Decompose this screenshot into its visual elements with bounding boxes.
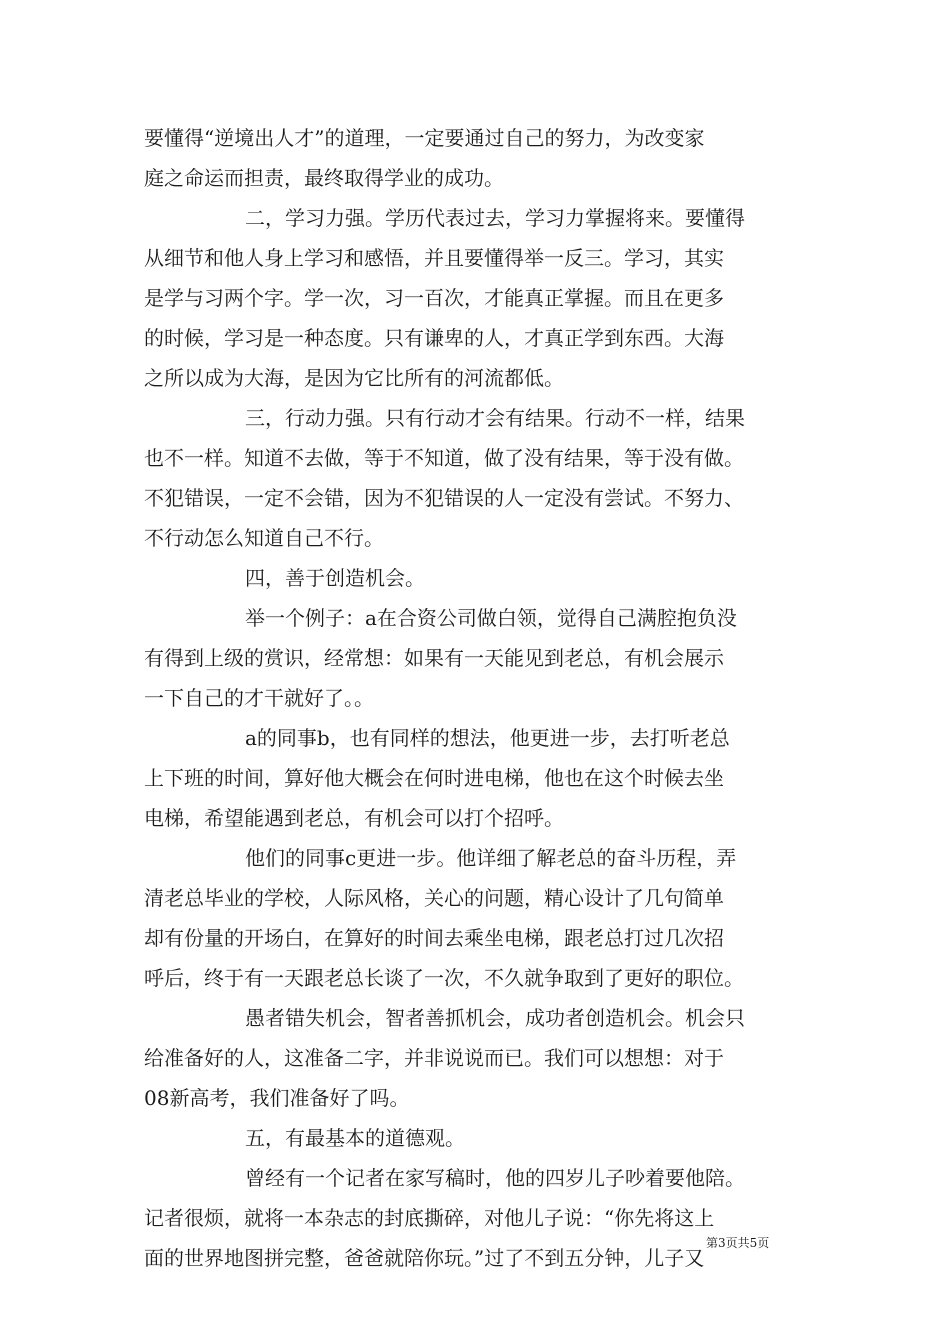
text-line: 二，学习力强。学历代表过去，学习力掌握将来。要懂得	[245, 206, 745, 230]
text-line: 的时候，学习是一种态度。只有谦卑的人，才真正学到东西。大海	[144, 326, 724, 350]
text-line: 之所以成为大海，是因为它比所有的河流都低。	[144, 366, 564, 390]
paragraph	[144, 558, 818, 598]
text-line: 面的世界地图拼完整，爸爸就陪你玩。”过了不到五分钟，儿子又	[144, 1246, 705, 1270]
paragraph	[144, 118, 818, 198]
paragraph	[144, 718, 818, 838]
text-line: 三，行动力强。只有行动才会有结果。行动不一样，结果	[245, 406, 745, 430]
text-line: 却有份量的开场白，在算好的时间去乘坐电梯，跟老总打过几次招	[144, 926, 724, 950]
paragraph	[144, 838, 818, 998]
page-number-footer: 第3页共5页	[706, 1236, 770, 1250]
text-line: 记者很烦，就将一本杂志的封底撕碎，对他儿子说：“你先将这上	[144, 1206, 715, 1230]
paragraph	[144, 1118, 818, 1158]
text-line: 四，善于创造机会。	[245, 566, 425, 590]
text-line: 清老总毕业的学校，人际风格，关心的问题，精心设计了几句简单	[144, 886, 724, 910]
text-line: 呼后，终于有一天跟老总长谈了一次，不久就争取到了更好的职位。	[144, 966, 744, 990]
text-line: 五，有最基本的道德观。	[245, 1126, 465, 1150]
paragraph	[144, 198, 818, 398]
document-body	[144, 118, 818, 1278]
text-line: a的同事b，也有同样的想法，他更进一步，去打听老总	[245, 726, 730, 750]
paragraph	[144, 1158, 818, 1278]
text-line: 要懂得“逆境出人才”的道理，一定要通过自己的努力，为改变家	[144, 126, 705, 150]
text-line: 庭之命运而担责，最终取得学业的成功。	[144, 166, 504, 190]
text-line: 不犯错误，一定不会错，因为不犯错误的人一定没有尝试。不努力、	[144, 486, 744, 510]
paragraph	[144, 398, 818, 558]
text-line: 曾经有一个记者在家写稿时，他的四岁儿子吵着要他陪。	[245, 1166, 745, 1190]
text-line: 举一个例子：a在合资公司做白领，觉得自己满腔抱负没	[245, 606, 737, 630]
text-line: 电梯，希望能遇到老总，有机会可以打个招呼。	[144, 806, 564, 830]
text-line: 一下自己的才干就好了。。	[144, 686, 374, 710]
text-line: 上下班的时间，算好他大概会在何时进电梯，他也在这个时候去坐	[144, 766, 724, 790]
text-line: 从细节和他人身上学习和感悟，并且要懂得举一反三。学习，其实	[144, 246, 724, 270]
text-line: 有得到上级的赏识，经常想：如果有一天能见到老总，有机会展示	[144, 646, 724, 670]
text-line: 08新高考，我们准备好了吗。	[144, 1086, 410, 1110]
text-line: 不行动怎么知道自己不行。	[144, 526, 384, 550]
paragraph	[144, 598, 818, 718]
text-line: 也不一样。知道不去做，等于不知道，做了没有结果，等于没有做。	[144, 446, 744, 470]
text-line: 是学与习两个字。学一次，习一百次，才能真正掌握。而且在更多	[144, 286, 724, 310]
text-line: 给准备好的人，这准备二字，并非说说而已。我们可以想想：对于	[144, 1046, 724, 1070]
text-line: 他们的同事c更进一步。他详细了解老总的奋斗历程，弄	[245, 846, 737, 870]
text-line: 愚者错失机会，智者善抓机会，成功者创造机会。机会只	[245, 1006, 745, 1030]
paragraph	[144, 998, 818, 1118]
